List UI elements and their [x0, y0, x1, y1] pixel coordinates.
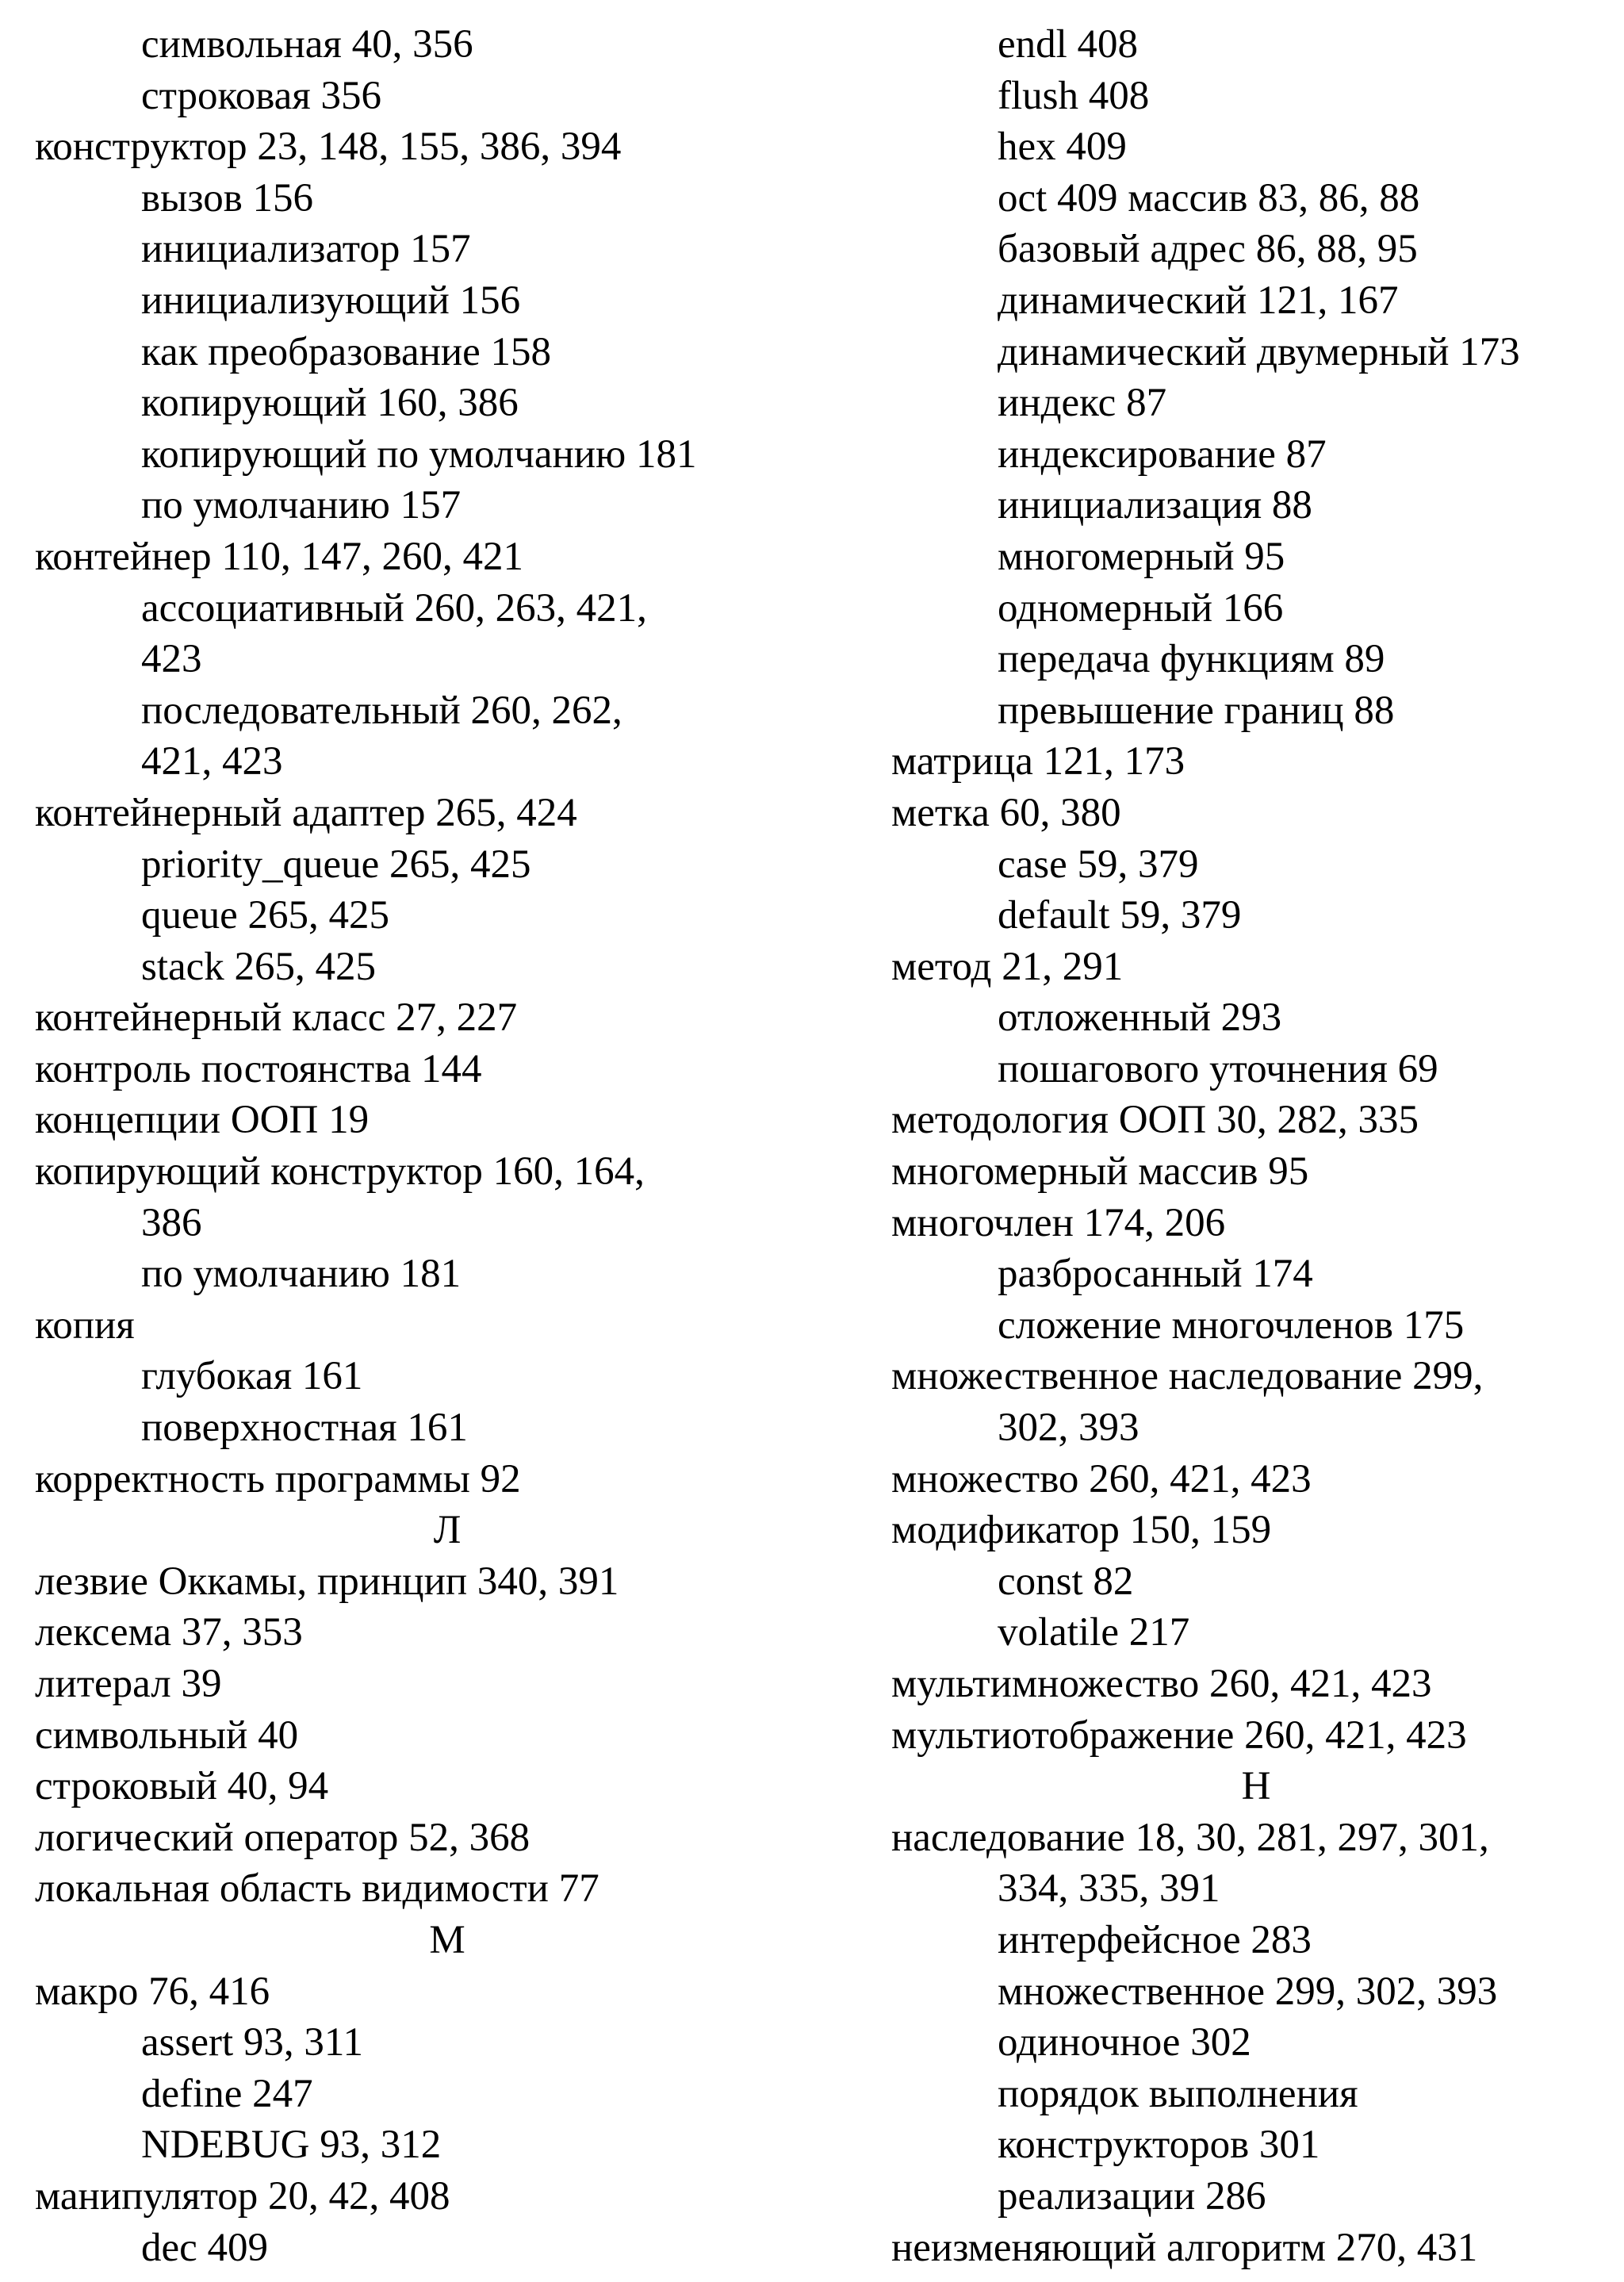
index-entry: множественное наследование 299, — [891, 1354, 1484, 1399]
index-subentry: stack 265, 425 — [141, 944, 377, 989]
index-subentry: вызов 156 — [141, 175, 314, 221]
index-entry: контейнерный адаптер 265, 424 — [35, 790, 577, 835]
index-subentry: динамический двумерный 173 — [998, 329, 1520, 374]
index-subentry: endl 408 — [998, 22, 1139, 67]
index-entry: матрица 121, 173 — [891, 739, 1185, 784]
index-entry: конструктор 23, 148, 155, 386, 394 — [35, 125, 622, 170]
index-entry: метод 21, 291 — [891, 944, 1124, 989]
index-subentry: assert 93, 311 — [141, 2020, 363, 2065]
index-entry: лезвие Оккамы, принцип 340, 391 — [35, 1559, 619, 1604]
index-subentry: oct 409 массив 83, 86, 88 — [998, 175, 1420, 221]
index-entry: многочлен 174, 206 — [891, 1200, 1226, 1245]
index-entry: многомерный массив 95 — [891, 1149, 1309, 1195]
index-subentry: 302, 393 — [998, 1406, 1139, 1451]
index-subentry: разбросанный 174 — [998, 1252, 1313, 1297]
index-entry: локальная область видимости 77 — [35, 1866, 599, 1912]
index-subentry: hex 409 — [998, 125, 1127, 170]
index-subentry: реализации 286 — [998, 2173, 1266, 2219]
index-subentry: копирующий 160, 386 — [141, 381, 519, 426]
index-subentry: define 247 — [141, 2071, 313, 2116]
index-subentry: индексирование 87 — [998, 431, 1327, 477]
index-subentry: поверхностная 161 — [141, 1406, 468, 1451]
index-entry: манипулятор 20, 42, 408 — [35, 2173, 450, 2219]
section-letter-heading: Н — [1241, 1764, 1271, 1809]
index-column-right — [891, 19, 1621, 2273]
index-subentry: многомерный 95 — [998, 534, 1285, 579]
index-subentry: ассоциативный 260, 263, 421, — [141, 585, 647, 631]
index-subentry: превышение границ 88 — [998, 688, 1395, 733]
index-subentry: сложение многочленов 175 — [998, 1302, 1465, 1348]
index-subentry: инициализующий 156 — [141, 278, 521, 323]
index-entry: мультимножество 260, 421, 423 — [891, 1662, 1432, 1706]
section-letter-heading: М — [429, 1917, 465, 1962]
index-entry: множество 260, 421, 423 — [891, 1456, 1312, 1502]
index-subentry: отложенный 293 — [998, 995, 1282, 1041]
index-entry: контейнерный класс 27, 227 — [35, 995, 518, 1041]
index-subentry: инициализация 88 — [998, 483, 1312, 528]
index-entry: макро 76, 416 — [35, 1969, 270, 2014]
index-entry: контейнер 110, 147, 260, 421 — [35, 534, 523, 579]
index-subentry: индекс 87 — [998, 381, 1167, 426]
index-entry: метка 60, 380 — [891, 790, 1121, 835]
index-entry: концепции ООП 19 — [35, 1098, 370, 1143]
index-subentry: динамический 121, 167 — [998, 278, 1399, 323]
index-subentry: глубокая 161 — [141, 1354, 363, 1399]
index-entry: лексема 37, 353 — [35, 1610, 303, 1655]
index-subentry: queue 265, 425 — [141, 893, 390, 938]
index-subentry: NDEBUG 93, 312 — [141, 2123, 442, 2168]
index-subentry: priority_queue 265, 425 — [141, 842, 531, 887]
index-subentry: базовый адрес 86, 88, 95 — [998, 227, 1418, 272]
index-subentry: передача функциям 89 — [998, 637, 1385, 682]
index-subentry: конструкторов 301 — [998, 2123, 1320, 2168]
index-entry: копирующий конструктор 160, 164, — [35, 1149, 645, 1195]
index-subentry: множественное 299, 302, 393 — [998, 1969, 1498, 2014]
section-letter-heading: Л — [433, 1508, 462, 1553]
index-entry: модификатор 150, 159 — [891, 1508, 1272, 1553]
index-subentry: default 59, 379 — [998, 893, 1242, 938]
index-subentry: dec 409 — [141, 2225, 269, 2270]
index-entry: литерал 39 — [35, 1662, 222, 1706]
index-entry: корректность программы 92 — [35, 1456, 521, 1502]
index-entry: логический оператор 52, 368 — [35, 1815, 530, 1860]
index-subentry: volatile 217 — [998, 1610, 1190, 1655]
index-subentry: одиночное 302 — [998, 2020, 1251, 2065]
index-subentry: по умолчанию 157 — [141, 483, 462, 528]
index-entry: символьный 40 — [35, 1712, 299, 1758]
index-subentry: копирующий по умолчанию 181 — [141, 431, 697, 477]
index-subentry: flush 408 — [998, 73, 1150, 118]
index-entry: методология ООП 30, 282, 335 — [891, 1098, 1419, 1143]
index-entry: неизменяющий алгоритм 270, 431 — [891, 2225, 1478, 2270]
index-subentry: инициализатор 157 — [141, 227, 471, 272]
index-subentry: 421, 423 — [141, 739, 283, 784]
index-entry: мультиотображение 260, 421, 423 — [891, 1712, 1467, 1758]
index-entry: копия — [35, 1302, 135, 1348]
index-subentry: пошагового уточнения 69 — [998, 1046, 1438, 1091]
index-subentry: 386 — [141, 1200, 202, 1245]
index-subentry: const 82 — [998, 1559, 1134, 1604]
index-subentry: интерфейсное 283 — [998, 1917, 1312, 1962]
index-subentry: одномерный 166 — [998, 585, 1284, 631]
index-subentry: символьная 40, 356 — [141, 22, 473, 67]
index-subentry: 423 — [141, 637, 202, 682]
index-subentry: по умолчанию 181 — [141, 1252, 462, 1297]
index-subentry: 334, 335, 391 — [998, 1866, 1220, 1912]
index-subentry: последовательный 260, 262, — [141, 688, 622, 733]
index-entry: контроль постоянства 144 — [35, 1046, 482, 1091]
index-subentry: порядок выполнения — [998, 2071, 1358, 2116]
index-column-left — [35, 19, 860, 2273]
index-subentry: как преобразование 158 — [141, 329, 552, 374]
index-entry: строковый 40, 94 — [35, 1764, 329, 1809]
index-subentry: строковая 356 — [141, 73, 381, 118]
index-entry: наследование 18, 30, 281, 297, 301, — [891, 1815, 1489, 1860]
index-subentry: case 59, 379 — [998, 842, 1199, 887]
